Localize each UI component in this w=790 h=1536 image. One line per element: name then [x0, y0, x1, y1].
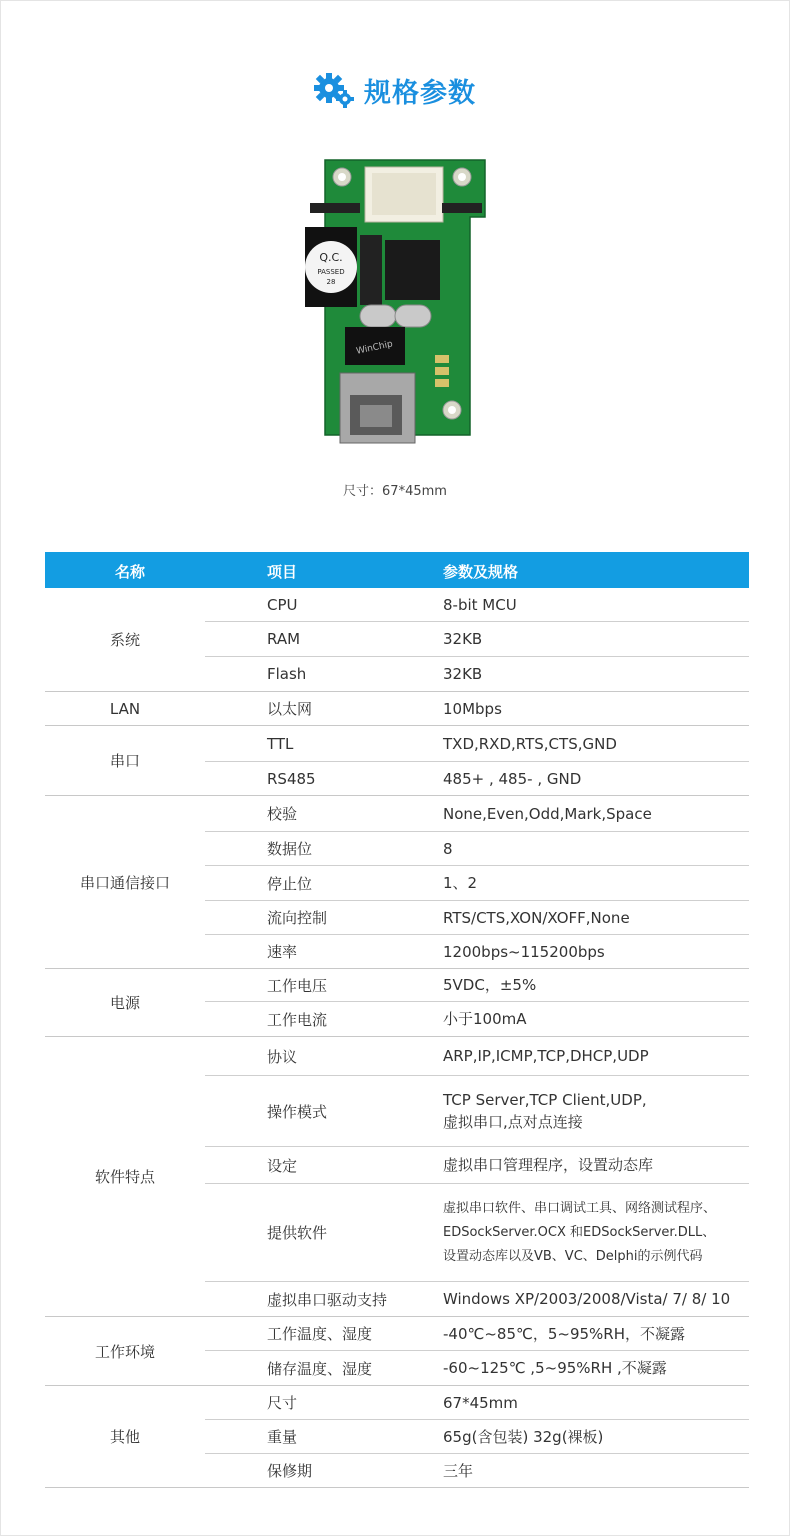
row-item: TTL	[267, 734, 294, 753]
gears-icon	[314, 72, 356, 108]
table-row	[205, 1037, 749, 1076]
table-row	[205, 1282, 749, 1316]
row-item: 速率	[267, 943, 298, 961]
group-name: 系统	[109, 631, 140, 649]
row-item: 停止位	[267, 874, 313, 893]
row-value: 10Mbps	[443, 699, 502, 718]
size-caption: 尺寸：67*45mm	[343, 484, 447, 499]
qc-label-text: Q.C.	[319, 251, 343, 264]
row-value: 485+ , 485- , GND	[443, 769, 582, 788]
group-name: 软件特点	[94, 1168, 155, 1186]
row-value: -60~125℃ ,5~95%RH ,不凝露	[443, 1359, 667, 1377]
table-header	[45, 552, 749, 588]
table-row	[205, 692, 749, 725]
row-value: RTS/CTS,XON/XOFF,None	[443, 908, 630, 927]
table-row	[205, 1351, 749, 1385]
spec-table	[45, 588, 749, 1488]
row-item: 虚拟串口驱动支持	[267, 1290, 388, 1309]
row-item: 储存温度、湿度	[267, 1359, 373, 1378]
section-title	[0, 70, 790, 110]
spec-group	[45, 1037, 749, 1317]
row-value: -40℃~85℃，5~95%RH，不凝露	[443, 1324, 686, 1343]
row-value-line: 虚拟串口,点对点连接	[443, 1113, 583, 1131]
spec-group	[45, 969, 749, 1037]
row-value	[443, 1197, 749, 1269]
row-value: 8	[443, 839, 453, 858]
row-value: 三年	[443, 1461, 474, 1480]
row-item: RAM	[267, 630, 301, 648]
row-item: 流向控制	[267, 909, 328, 927]
row-value: ARP,IP,ICMP,TCP,DHCP,UDP	[443, 1047, 649, 1065]
row-value: 32KB	[443, 630, 483, 648]
header-param: 参数及规格	[443, 563, 519, 581]
row-item: RS485	[267, 769, 316, 788]
table-row	[205, 1317, 749, 1351]
spec-group	[45, 692, 749, 726]
row-item: 工作电压	[267, 976, 328, 995]
table-row	[205, 796, 749, 832]
table-row	[205, 1184, 749, 1282]
row-item: 协议	[267, 1047, 298, 1066]
row-item: CPU	[267, 595, 298, 614]
header-item: 项目	[267, 563, 298, 581]
row-value: TXD,RXD,RTS,CTS,GND	[443, 734, 617, 753]
row-value: 1、2	[443, 874, 478, 892]
table-row	[205, 1420, 749, 1454]
row-item: 重量	[267, 1428, 298, 1446]
table-row	[205, 622, 749, 657]
row-value: None,Even,Odd,Mark,Space	[443, 804, 652, 823]
table-row	[205, 866, 749, 901]
row-value-line: 虚拟串口软件、串口调试工具、网络测试程序、	[443, 1200, 717, 1216]
row-value-line: EDSockServer.OCX 和EDSockServer.DLL、	[443, 1224, 716, 1240]
row-value: 32KB	[443, 665, 483, 683]
table-row	[205, 1076, 749, 1147]
row-item: 数据位	[267, 840, 313, 858]
row-item: Flash	[267, 665, 307, 683]
qc-passed-text: PASSED	[317, 268, 345, 276]
spec-group	[45, 796, 749, 969]
row-item: 保修期	[267, 1462, 313, 1480]
table-row	[205, 1147, 749, 1184]
row-value: 65g(含包装) 32g(裸板)	[443, 1427, 604, 1446]
row-value: 67*45mm	[443, 1393, 518, 1412]
spec-group	[45, 726, 749, 796]
row-value: 1200bps~115200bps	[443, 942, 605, 961]
page-title: 规格参数	[364, 77, 476, 109]
table-row	[205, 1454, 749, 1487]
row-item: 设定	[267, 1156, 298, 1175]
spec-group	[45, 588, 749, 692]
group-name: 其他	[109, 1428, 140, 1446]
row-value: 虚拟串口管理程序，设置动态库	[443, 1156, 654, 1174]
table-row	[205, 762, 749, 795]
group-name: 串口通信接口	[79, 873, 170, 892]
row-item: 操作模式	[267, 1102, 328, 1121]
group-name: 电源	[109, 994, 140, 1012]
row-item: 工作温度、湿度	[267, 1325, 373, 1343]
table-row	[205, 832, 749, 866]
table-row	[205, 657, 749, 691]
qc-number-text: 28	[326, 278, 336, 286]
group-name: LAN	[109, 699, 141, 718]
product-image	[290, 155, 500, 455]
row-value	[443, 1089, 749, 1133]
table-row	[205, 969, 749, 1002]
row-item: 校验	[267, 805, 298, 823]
group-name: 工作环境	[94, 1342, 155, 1361]
row-value: 5VDC，±5%	[443, 976, 537, 994]
table-row	[205, 901, 749, 935]
chip-label-text: WinChip	[355, 339, 394, 357]
row-item: 以太网	[267, 700, 313, 718]
row-value: 8-bit MCU	[443, 595, 517, 614]
row-item: 工作电流	[267, 1010, 328, 1029]
table-row	[205, 588, 749, 622]
header-name: 名称	[115, 563, 146, 581]
row-item: 提供软件	[267, 1224, 328, 1242]
spec-group	[45, 1317, 749, 1386]
spec-group	[45, 1386, 749, 1488]
row-value: 小于100mA	[443, 1010, 527, 1028]
table-row	[205, 935, 749, 968]
table-row	[205, 1386, 749, 1420]
row-value: Windows XP/2003/2008/Vista/ 7/ 8/ 10	[443, 1290, 731, 1308]
row-value-line: 设置动态库以及VB、VC、Delphi的示例代码	[443, 1248, 703, 1264]
table-row	[205, 1002, 749, 1036]
group-name: 串口	[109, 752, 140, 770]
row-item: 尺寸	[267, 1394, 298, 1412]
row-value-line: TCP Server,TCP Client,UDP,	[443, 1091, 647, 1109]
table-row	[205, 726, 749, 762]
